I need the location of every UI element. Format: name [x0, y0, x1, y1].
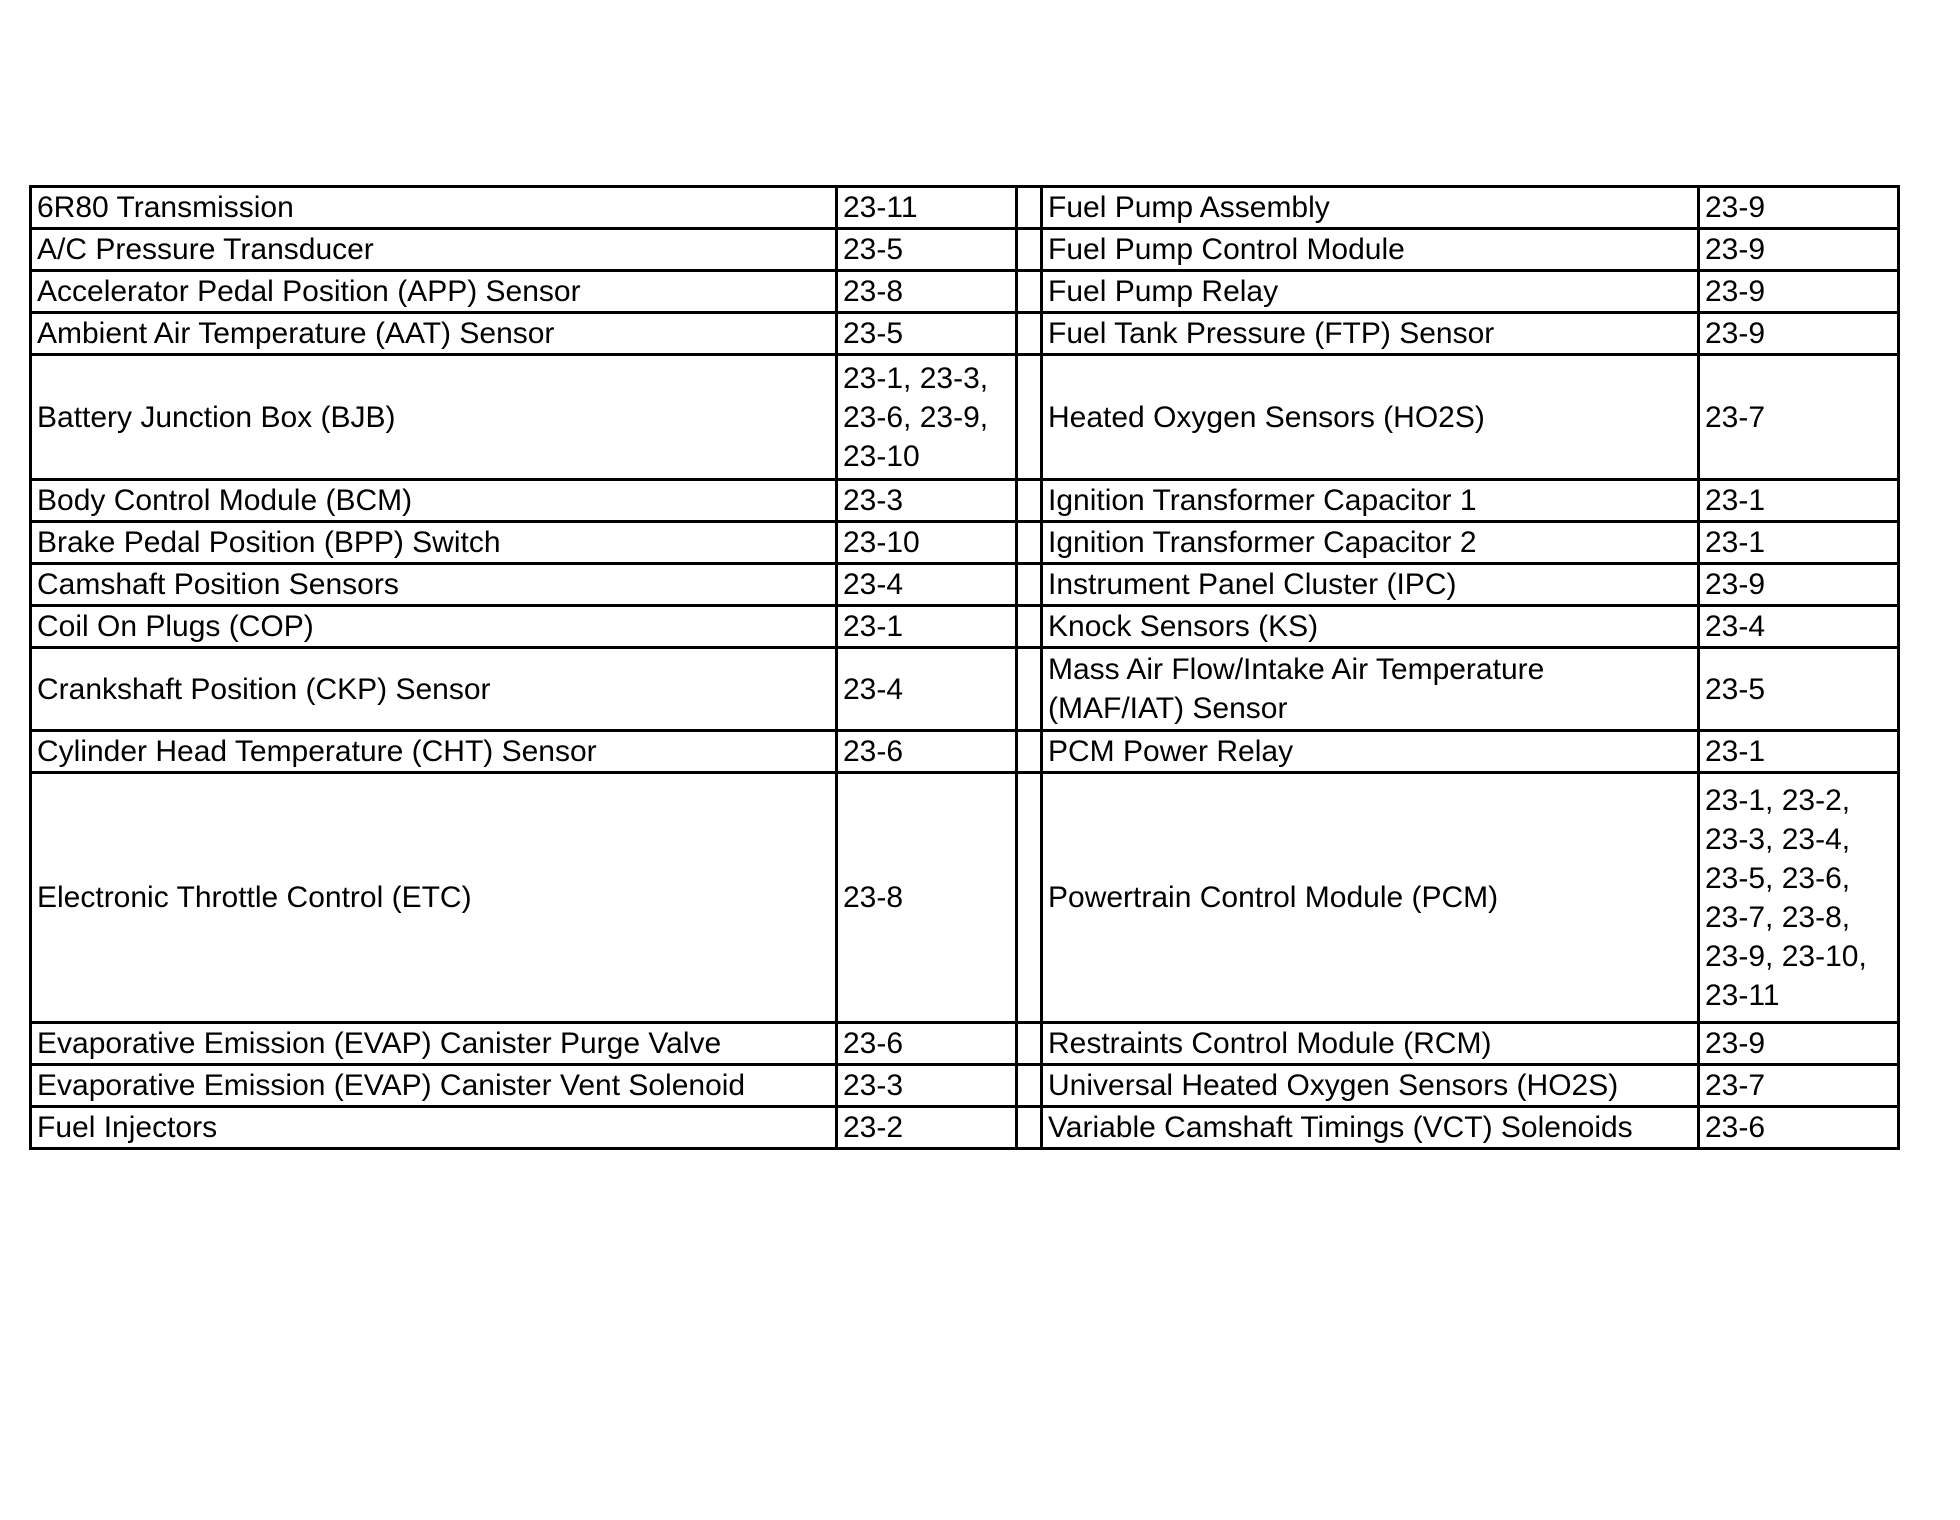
right-component-name: Knock Sensors (KS)	[1042, 606, 1699, 648]
table-row	[31, 731, 1899, 773]
right-page-reference: 23-7	[1699, 1065, 1899, 1107]
right-page-reference-line: 23-11	[1705, 978, 1780, 1012]
right-page-reference-line: 23-9, 23-10,	[1705, 939, 1867, 973]
right-page-reference: 23-5	[1699, 648, 1899, 731]
right-page-reference: 23-6	[1699, 1107, 1899, 1149]
column-separator	[1017, 1107, 1042, 1149]
right-component-name: Fuel Pump Relay	[1042, 271, 1699, 313]
right-component-name: Universal Heated Oxygen Sensors (HO2S)	[1042, 1065, 1699, 1107]
component-index-table	[29, 185, 1900, 1150]
table-row	[31, 522, 1899, 564]
left-page-reference: 23-6	[837, 731, 1017, 773]
column-separator	[1017, 1023, 1042, 1065]
left-page-reference	[837, 355, 1017, 480]
right-component-name: Powertrain Control Module (PCM)	[1042, 773, 1699, 1023]
left-page-reference: 23-5	[837, 313, 1017, 355]
column-separator	[1017, 731, 1042, 773]
column-separator	[1017, 355, 1042, 480]
right-page-reference-line: 23-1, 23-2,	[1705, 783, 1851, 817]
left-component-name: Coil On Plugs (COP)	[31, 606, 837, 648]
left-page-reference: 23-4	[837, 648, 1017, 731]
left-component-name: Evaporative Emission (EVAP) Canister Vent Solenoid	[31, 1065, 837, 1107]
left-page-reference: 23-3	[837, 480, 1017, 522]
column-separator	[1017, 480, 1042, 522]
right-component-name: Ignition Transformer Capacitor 1	[1042, 480, 1699, 522]
left-page-reference: 23-5	[837, 229, 1017, 271]
right-component-name: Fuel Tank Pressure (FTP) Sensor	[1042, 313, 1699, 355]
right-component-name: Heated Oxygen Sensors (HO2S)	[1042, 355, 1699, 480]
right-page-reference: 23-7	[1699, 355, 1899, 480]
right-page-reference-line: 23-3, 23-4,	[1705, 822, 1851, 856]
left-page-reference-line: 23-1, 23-3,	[843, 361, 989, 395]
left-component-name: Body Control Module (BCM)	[31, 480, 837, 522]
column-separator	[1017, 564, 1042, 606]
right-component-name-line: Mass Air Flow/Intake Air Temperature	[1048, 653, 1545, 686]
left-component-name: Crankshaft Position (CKP) Sensor	[31, 648, 837, 731]
right-page-reference: 23-9	[1699, 313, 1899, 355]
right-page-reference: 23-1	[1699, 522, 1899, 564]
left-page-reference: 23-4	[837, 564, 1017, 606]
table-row	[31, 271, 1899, 313]
right-page-reference	[1699, 773, 1899, 1023]
right-page-reference-line: 23-7, 23-8,	[1705, 900, 1851, 934]
table-row	[31, 229, 1899, 271]
right-page-reference: 23-9	[1699, 271, 1899, 313]
right-component-name: Instrument Panel Cluster (IPC)	[1042, 564, 1699, 606]
right-page-reference: 23-9	[1699, 187, 1899, 229]
column-separator	[1017, 522, 1042, 564]
left-page-reference: 23-2	[837, 1107, 1017, 1149]
table-row	[31, 187, 1899, 229]
left-component-name: A/C Pressure Transducer	[31, 229, 837, 271]
left-page-reference: 23-6	[837, 1023, 1017, 1065]
left-page-reference: 23-1	[837, 606, 1017, 648]
left-page-reference-line: 23-10	[843, 439, 920, 473]
column-separator	[1017, 648, 1042, 731]
left-page-reference: 23-8	[837, 271, 1017, 313]
right-page-reference: 23-9	[1699, 564, 1899, 606]
right-page-reference: 23-4	[1699, 606, 1899, 648]
left-page-reference-line: 23-6, 23-9,	[843, 400, 989, 434]
column-separator	[1017, 1065, 1042, 1107]
column-separator	[1017, 229, 1042, 271]
left-component-name: Brake Pedal Position (BPP) Switch	[31, 522, 837, 564]
right-page-reference: 23-1	[1699, 480, 1899, 522]
table-row	[31, 480, 1899, 522]
right-page-reference: 23-9	[1699, 1023, 1899, 1065]
left-component-name: Ambient Air Temperature (AAT) Sensor	[31, 313, 837, 355]
column-separator	[1017, 187, 1042, 229]
left-component-name: Camshaft Position Sensors	[31, 564, 837, 606]
table-row	[31, 1023, 1899, 1065]
right-component-name: Restraints Control Module (RCM)	[1042, 1023, 1699, 1065]
column-separator	[1017, 773, 1042, 1023]
left-component-name: Accelerator Pedal Position (APP) Sensor	[31, 271, 837, 313]
right-component-name: Fuel Pump Control Module	[1042, 229, 1699, 271]
column-separator	[1017, 606, 1042, 648]
left-component-name: Electronic Throttle Control (ETC)	[31, 773, 837, 1023]
left-page-reference: 23-10	[837, 522, 1017, 564]
table-row	[31, 1107, 1899, 1149]
right-component-name	[1042, 648, 1699, 731]
table-row	[31, 355, 1899, 480]
table-row	[31, 773, 1899, 1023]
left-component-name: Cylinder Head Temperature (CHT) Sensor	[31, 731, 837, 773]
right-component-name: Fuel Pump Assembly	[1042, 187, 1699, 229]
left-page-reference: 23-8	[837, 773, 1017, 1023]
table-row	[31, 648, 1899, 731]
left-page-reference: 23-3	[837, 1065, 1017, 1107]
table-row	[31, 313, 1899, 355]
right-page-reference-line: 23-5, 23-6,	[1705, 861, 1851, 895]
left-component-name: Fuel Injectors	[31, 1107, 837, 1149]
right-component-name: Variable Camshaft Timings (VCT) Solenoids	[1042, 1107, 1699, 1149]
left-component-name: Evaporative Emission (EVAP) Canister Purge Valve	[31, 1023, 837, 1065]
table-row	[31, 606, 1899, 648]
right-component-name: PCM Power Relay	[1042, 731, 1699, 773]
column-separator	[1017, 271, 1042, 313]
right-component-name-line: (MAF/IAT) Sensor	[1048, 692, 1288, 725]
right-page-reference: 23-9	[1699, 229, 1899, 271]
left-page-reference: 23-11	[837, 187, 1017, 229]
left-component-name: 6R80 Transmission	[31, 187, 837, 229]
table-row	[31, 564, 1899, 606]
right-page-reference: 23-1	[1699, 731, 1899, 773]
right-component-name: Ignition Transformer Capacitor 2	[1042, 522, 1699, 564]
column-separator	[1017, 313, 1042, 355]
left-component-name: Battery Junction Box (BJB)	[31, 355, 837, 480]
component-index-body	[31, 187, 1899, 1149]
table-row	[31, 1065, 1899, 1107]
